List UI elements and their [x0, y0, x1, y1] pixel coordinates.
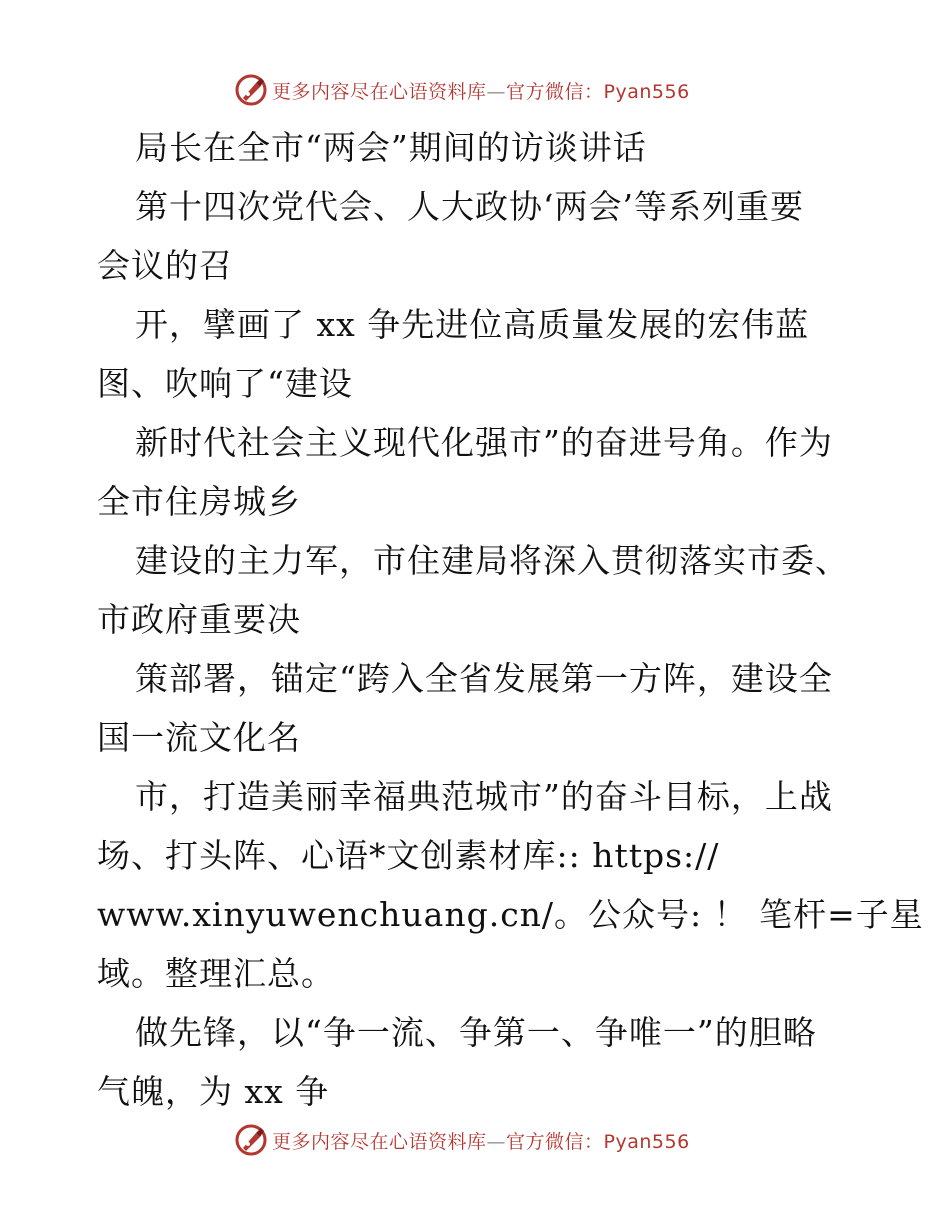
paragraph-line: 建设的主力军，市住建局将深入贯彻落实市委、	[135, 541, 849, 580]
footer-banner	[234, 1122, 690, 1158]
paragraph-line: 国一流文化名	[97, 718, 301, 757]
paragraph-line: 做先锋，以“争一流、争第一、争唯一”的胆略	[135, 1013, 817, 1052]
paragraph-line: 气魄，为 xx 争	[97, 1072, 330, 1111]
paragraph-line: 策部署，锚定“跨入全省发展第一方阵，建设全	[135, 659, 833, 698]
paragraph-line: 市，打造美丽幸福典范城市”的奋斗目标，上战	[135, 777, 833, 816]
document-body	[97, 118, 924, 1121]
pen-nib-logo-icon	[234, 1123, 268, 1157]
pen-nib-logo-icon	[234, 73, 268, 107]
paragraph-line: 全市住房城乡	[97, 482, 301, 521]
paragraph-line: 开，擘画了 xx 争先进位高质量发展的宏伟蓝	[135, 305, 810, 344]
paragraph-line: 域。整理汇总。	[97, 954, 335, 993]
paragraph-line: 新时代社会主义现代化强市”的奋进号角。作为	[135, 423, 833, 462]
document-title: 局长在全市“两会”期间的访谈讲话	[135, 128, 647, 167]
footer-banner-text: 更多内容尽在心语资料库—官方微信：Pyan556	[272, 1130, 690, 1153]
paragraph-line: 场、打头阵、心语*文创素材库:: https://	[97, 836, 720, 875]
paragraph-line: www.xinyuwenchuang.cn/。公众号: ！ 笔杆=子星	[97, 895, 924, 934]
header-banner-text: 更多内容尽在心语资料库—官方微信：Pyan556	[272, 80, 690, 103]
paragraph-line: 第十四次党代会、人大政协‘两会’等系列重要	[135, 187, 804, 226]
header-banner	[234, 72, 690, 108]
paragraph-line: 市政府重要决	[97, 600, 301, 639]
paragraph-line: 会议的召	[97, 246, 233, 285]
paragraph-line: 图、吹响了“建设	[97, 364, 353, 403]
